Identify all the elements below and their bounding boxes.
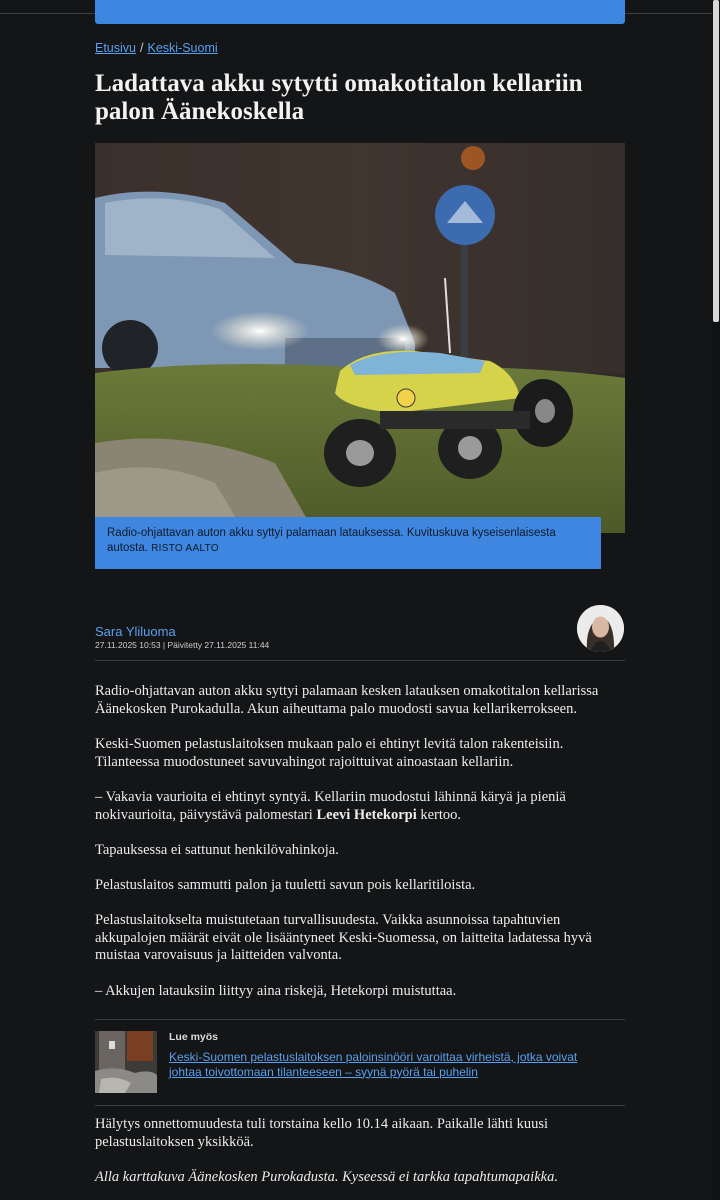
paragraph-3-text-a: – Vakavia vaurioita ei ehtinyt syntyä. Kellariin muodostui lähinnä käryä ja pieniä nokivaurioita, päivystävä palomestari xyxy=(95,789,566,823)
photo-credit: RISTO AALTO xyxy=(151,543,219,554)
paragraph-6: Pelastuslaitokselta muistutetaan turvallisuudesta. Vaikka asunnoissa tapahtuvien akkupalojen määrät eivät ole lisääntyneet Keski-Suomessa, on laitteita ladatessa hyvä muistaa varovaisuus ja laitteiden valvonta. xyxy=(95,912,592,963)
paragraph-7: – Akkujen latauksiin liittyy aina riskejä, Hetekorpi muistuttaa. xyxy=(95,983,457,999)
related-label: Lue myös xyxy=(169,1031,219,1043)
related-bottom-divider xyxy=(95,1105,625,1106)
related-top-divider xyxy=(95,1019,625,1020)
rc-car-photo xyxy=(95,143,625,533)
author-avatar[interactable] xyxy=(577,605,624,652)
paragraph-3 xyxy=(95,789,625,824)
paragraph-8: Hälytys onnettomuudesta tuli torstaina kello 10.14 aikaan. Paikalle lähti kuusi pelastuslaitoksen yksikköä. xyxy=(95,1116,549,1150)
related-article-link[interactable]: Keski-Suomen pelastuslaitoksen paloinsinööri varoittaa virheistä, jotka voivat johtaa toivottomaan tilanteeseen – syynä pyörä tai puhelin xyxy=(169,1050,578,1079)
scrollbar-track[interactable] xyxy=(712,0,720,1200)
breadcrumb-separator: / xyxy=(140,41,144,55)
paragraph-2: Keski-Suomen pelastuslaitoksen mukaan palo ei ehtinyt levitä talon rakenteisiin. Tilanteessa muodostuneet savuvahingot rajoittuivat ainoastaan kellariin. xyxy=(95,736,564,770)
hero-image[interactable] xyxy=(95,143,625,533)
breadcrumb xyxy=(95,41,218,55)
paragraph-3-text-b: kertoo. xyxy=(416,806,462,823)
breadcrumb-section-link[interactable]: Keski-Suomi xyxy=(147,41,218,55)
image-caption xyxy=(95,517,601,569)
updated-label: Päivitetty xyxy=(167,640,202,650)
breadcrumb-home-link[interactable]: Etusivu xyxy=(95,41,136,55)
byline-divider xyxy=(95,660,625,661)
related-thumbnail-image xyxy=(95,1031,157,1093)
caption-text: Radio-ohjattavan auton akku syttyi palamaan latauksessa. Kuvituskuva kyseisenlaisesta autosta. xyxy=(107,527,556,554)
paragraph-5: Pelastuslaitos sammutti palon ja tuuletti savun pois kellaritiloista. xyxy=(95,877,476,893)
updated-date: 27.11.2025 11:44 xyxy=(204,640,270,650)
article-headline: Ladattava akku sytytti omakotitalon kellariin palon Äänekoskella xyxy=(95,70,583,125)
author-link[interactable]: Sara Yliluoma xyxy=(95,624,176,639)
paragraph-3-name: Leevi Hetekorpi xyxy=(316,806,417,823)
publish-dates: 27.11.2025 10:53 | Päivitetty 27.11.2025 11:44 xyxy=(95,640,270,650)
scrollbar-thumb[interactable] xyxy=(713,0,719,322)
paragraph-4: Tapauksessa ei sattunut henkilövahinkoja. xyxy=(95,842,339,858)
paragraph-1: Radio-ohjattavan auton akku syttyi palamaan kesken latauksen omakotitalon kellarissa Äänekosken Purokadulla. Akun aiheuttama palo muodosti savua kellarikerrokseen. xyxy=(95,683,599,717)
related-thumbnail[interactable] xyxy=(95,1031,157,1093)
top-banner-bar[interactable] xyxy=(95,0,625,24)
paragraph-9: Alla karttakuva Äänekosken Purokadusta. Kyseessä ei tarkka tapahtumapaikka. xyxy=(95,1169,558,1185)
author-portrait xyxy=(577,605,624,652)
published-date: 27.11.2025 10:53 xyxy=(95,640,161,650)
